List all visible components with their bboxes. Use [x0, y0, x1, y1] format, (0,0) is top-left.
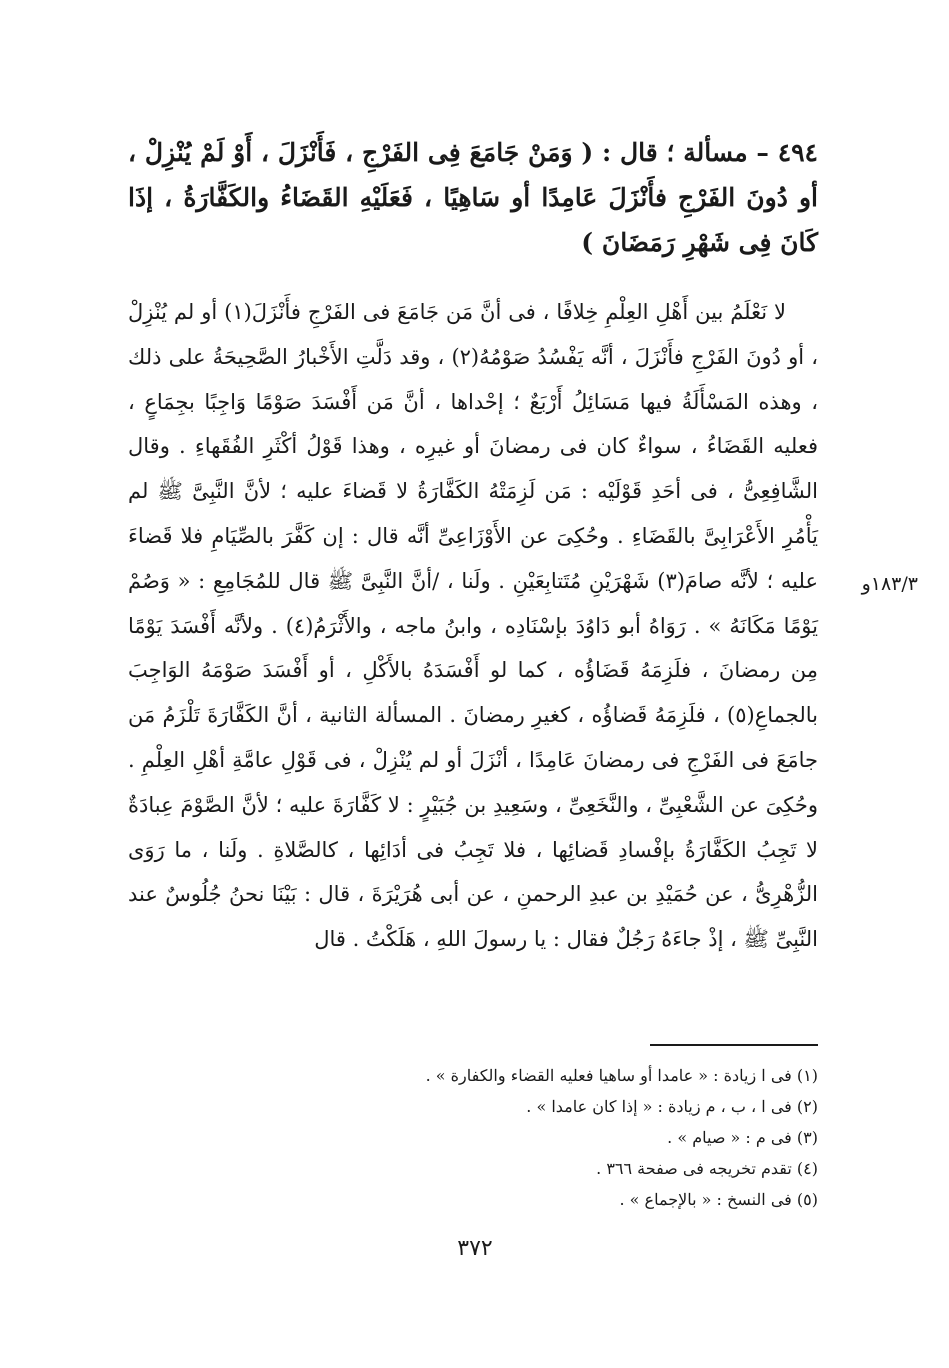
footnote-2: (٢) فى ا ، ب ، م زيادة : « إذا كان عامدا » .	[526, 1097, 818, 1116]
footnote-5: (٥) فى النسخ : « بالإجماع » .	[619, 1190, 818, 1209]
issue-statement: – مسألة ؛ قال : ( وَمَنْ جَامَعَ فِى الفَرْجِ ، فَأَنْزَلَ ، أَوْ لَمْ يُنْزِلْ ، أو دُونَ الفَرْجِ فأَنْزَلَ عَامِدًا أو سَاهِيًا ، فَعَلَيْهِ القَضَاءُ والكَفَّارَةُ ، إذَا كَانَ فِى شَهْرِ رَمَضَانَ )	[128, 138, 818, 257]
issue-number: ٤٩٤	[777, 138, 818, 167]
footnote-1: (١) فى ا زيادة : « عامدا أو ساهيا فعليه القضاء والكفارة » .	[425, 1066, 818, 1085]
issue-heading	[128, 130, 818, 265]
footnote-3: (٣) فى م : « صيام » .	[667, 1128, 818, 1147]
manuscript-folio-note: ١٨٣/٣و	[861, 573, 918, 595]
body-paragraph: لا نَعْلَمُ بين أَهْلِ العِلْمِ خِلافًا ، فى أنَّ مَن جَامَعَ فى الفَرْجِ فأَنْزَلَ(١) أو لم يُنْزِلْ ، أو دُونَ الفَرْجِ فأَنْزَلَ ، أنَّه يَفْسُدُ صَوْمُهُ(٢) ، وقد دَلَّتِ الأَخْبارُ الصَّحِيحَةُ على ذلك ، وهذه المَسْأَلَةُ فيها مَسَائِلُ أَرْبَعٌ ؛ إحْداها ، أنَّ مَن أَفْسَدَ صَوْمًا وَاجِبًا بجِمَاعٍ ، فعليه القَضَاءُ ، سواءٌ كان فى رمضانَ أو غيرِه ، وهذا قَوْلُ أكْثَرِ الفُقَهاءِ . وقال الشَّافِعِىُّ ، فى أحَدِ قَوْلَيْه : مَن لَزِمَتْهُ الكَفَّارَةُ لا قَضاءَ عليه ؛ لأنَّ النَّبِىَّ ﷺ لم يَأْمُرِ الأَعْرَابِىَّ بالقَضَاءِ . وحُكِىَ عن الأَوْزَاعِىِّ أنَّه قال : إن كَفَّرَ بالصِّيَامِ فلا قَضاءَ عليه ؛ لأنَّه صامَ(٣) شَهْرَيْنِ مُتَتابِعَيْنِ . ولَنا ، /أنَّ النَّبِىَّ ﷺ قال للمُجَامِعِ : « وَصُمْ يَوْمًا مَكَانَهُ » . رَوَاهُ أبو دَاوُدَ بإسْنَادِه ، وابنُ ماجه ، والأَثْرَمُ(٤) . ولأنَّه أَفْسَدَ يَوْمًا مِن رمضانَ ، فلَزِمَهُ قَضَاؤُه ، كما لو أَفْسَدَهُ بالأَكْلِ ، أو أَفْسَدَ صَوْمَهُ الوَاجِبَ بالجماعِ(٥) ، فلَزِمَهُ قَضاؤُه ، كغيرِ رمضانَ . المسألة الثانية ، أنَّ الكَفَّارَةَ تَلْزَمُ مَن جامَعَ فى الفَرْجِ فى رمضانَ عَامِدًا ، أنْزَلَ أو لم يُنْزِلْ ، فى قَوْلِ عامَّةِ أهْلِ العِلْمِ . وحُكِىَ عن الشَّعْبِىِّ ، والنَّخَعِىِّ ، وسَعِيدِ بن جُبَيْرٍ : لا كَفَّارَةَ عليه ؛ لأنَّ الصَّوْمَ عِبادَةٌ لا تَجِبُ الكَفَّارَةُ بإفْسادِ قَضائِها ، فلا تَجِبُ فى أدَائِها ، كالصَّلاةِ . ولَنا ، ما رَوَى الزُّهْرِىُّ ، عن حُمَيْدِ بن عبدِ الرحمنِ ، عن أبى هُرَيْرَةَ ، قال : بَيْنَا نحنُ جُلُوسٌ عند النَّبِىِّ ﷺ ، إذْ جاءَهُ رَجُلٌ فقال : يا رسولَ اللهِ ، هَلَكْتُ . قال	[128, 300, 818, 952]
footnote-4: (٤) تقدم تخريجه فى صفحة ٣٦٦ .	[596, 1159, 818, 1178]
page-number: ٣٧٢	[457, 1236, 493, 1261]
footnotes	[300, 1060, 818, 1215]
main-text	[128, 290, 818, 962]
footnote-divider	[650, 1044, 818, 1046]
